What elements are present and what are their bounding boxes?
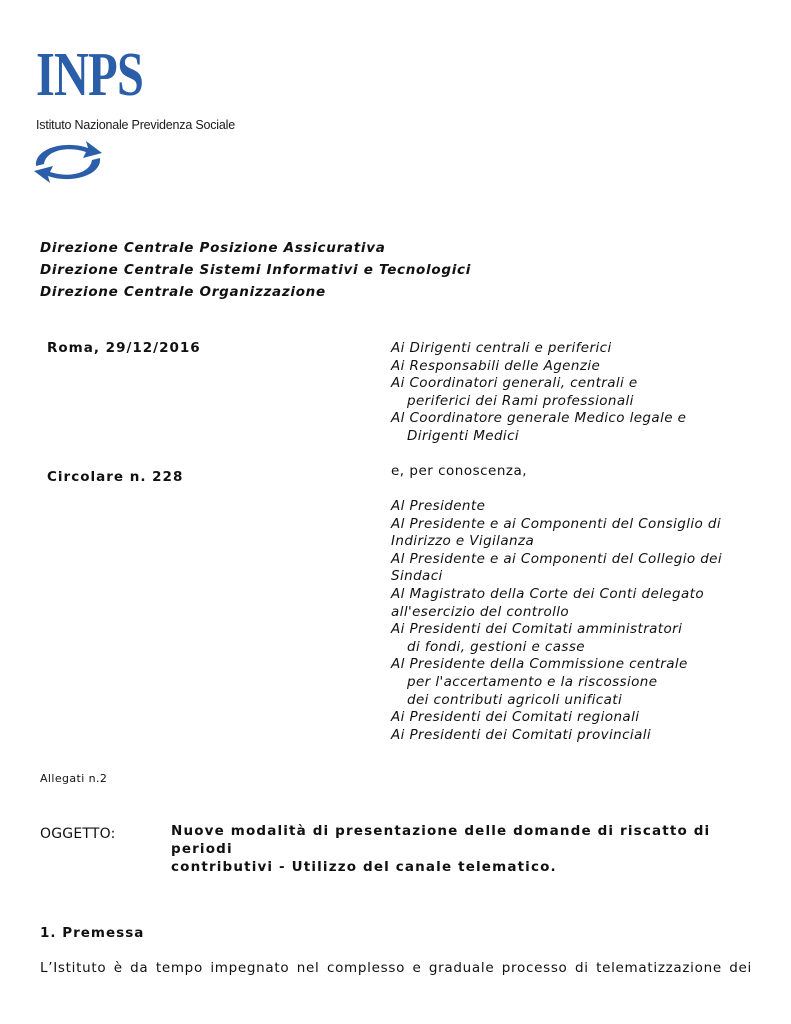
directorate-3: Direzione Centrale Organizzazione bbox=[40, 284, 326, 300]
recipient-line: Ai Dirigenti centrali e periferici bbox=[391, 340, 612, 356]
subject-label: OGGETTO: bbox=[40, 826, 116, 842]
directorate-2: Direzione Centrale Sistemi Informativi e Tecnologici bbox=[40, 262, 472, 278]
recipient-line: Al Magistrato della Corte dei Conti delegato bbox=[391, 585, 704, 602]
recipient-line: periferici dei Rami professionali bbox=[407, 392, 634, 409]
recipient-line: Ai Presidenti dei Comitati provinciali bbox=[391, 726, 652, 743]
recipient-line: per l'accertamento e la riscossione bbox=[407, 673, 658, 690]
section-heading: 1. Premessa bbox=[40, 925, 145, 941]
body-text: L’Istituto è da tempo impegnato nel complesso e graduale processo di telematizzazione dei bbox=[40, 960, 752, 976]
recipient-line: Dirigenti Medici bbox=[407, 427, 520, 444]
recipient-line: Al Presidente della Commissione centrale bbox=[391, 656, 688, 673]
attachments-count: Allegati n.2 bbox=[40, 772, 108, 785]
recipient-line: Sindaci bbox=[391, 568, 443, 585]
recipient-line: dei contributi agricoli unificati bbox=[407, 691, 623, 708]
recipient-line: Ai Presidenti dei Comitati regionali bbox=[391, 709, 640, 726]
cc-label: e, per conoscenza, bbox=[391, 463, 528, 479]
inps-logo-wordmark: INPS bbox=[36, 41, 144, 109]
recipient-line: Al Presidente e ai Componenti del Consiglio di bbox=[391, 515, 721, 532]
recipient-line: di fondi, gestioni e casse bbox=[407, 638, 585, 655]
place-date: Roma, 29/12/2016 bbox=[47, 340, 201, 356]
recipients-primary bbox=[391, 340, 761, 446]
recipient-line: all'esercizio del controllo bbox=[391, 603, 570, 620]
circular-arrows-icon bbox=[26, 136, 110, 188]
recipient-line: Al Presidente e ai Componenti del Collegio dei bbox=[391, 550, 723, 567]
recipient-line: Al Coordinatore generale Medico legale e bbox=[391, 410, 687, 427]
recipient-line: Al Presidente bbox=[391, 498, 486, 514]
recipient-line: Ai Presidenti dei Comitati amministratori bbox=[391, 621, 683, 638]
subject-line-2: contributivi - Utilizzo del canale telematico. bbox=[171, 859, 557, 875]
recipient-line: Indirizzo e Vigilanza bbox=[391, 533, 535, 550]
subject-line-1: Nuove modalità di presentazione delle domande di riscatto di periodi bbox=[171, 823, 711, 857]
recipients-cc bbox=[391, 498, 761, 744]
recipient-line: Ai Coordinatori generali, centrali e bbox=[391, 375, 638, 392]
institute-name: Istituto Nazionale Previdenza Sociale bbox=[36, 118, 235, 132]
subject-text bbox=[171, 822, 761, 876]
circular-number: Circolare n. 228 bbox=[47, 469, 184, 485]
recipient-line: Ai Responsabili delle Agenzie bbox=[391, 357, 601, 374]
directorate-1: Direzione Centrale Posizione Assicurativa bbox=[40, 240, 386, 256]
